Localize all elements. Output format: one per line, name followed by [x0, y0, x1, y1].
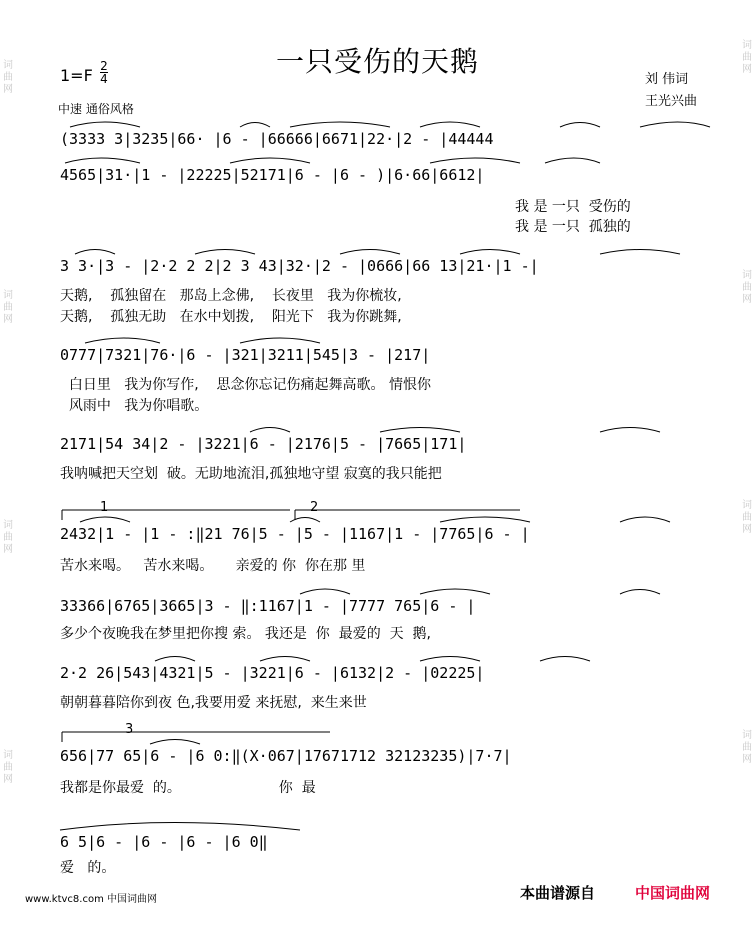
volta-2: 2 — [310, 500, 319, 515]
lyric-line: 天鹅, 孤独留在 那岛上念佛, 长夜里 我为你梳妆, — [60, 288, 402, 304]
footer-website[interactable]: www.ktvc8.com 中国词曲网 — [25, 894, 158, 905]
time-top: 2 — [100, 59, 108, 73]
volta-1: 1 — [100, 500, 109, 515]
watermark-text: 词 曲 网 — [3, 290, 13, 325]
lyric-line: 我呐喊把天空划 破。无助地流泪,孤独地守望 寂寞的我只能把 — [60, 466, 442, 482]
score-line: (3333 3|3235|66· |6 - |66666|6671|22·|2 - |44444 — [60, 130, 494, 148]
footer-source-label: 本曲谱源自 — [520, 884, 596, 902]
time-signature — [100, 60, 108, 85]
watermark-text: 词 曲 网 — [742, 500, 752, 535]
right-watermark — [739, 0, 755, 930]
score-line: 6 5|6 - |6 - |6 - |6 0‖ — [60, 833, 268, 851]
left-watermark — [0, 0, 16, 930]
score-line: 33366|6765|3665|3 - ‖:1167|1 - |7777 765|6 - | — [60, 597, 476, 615]
lyricist: 刘 伟词 — [645, 72, 689, 87]
watermark-text: 词 曲 网 — [3, 60, 13, 95]
watermark-text: 词 曲 网 — [3, 750, 13, 785]
score-line: 2·2 26|543|4321|5 - |3221|6 - |6132|2 - |02225| — [60, 664, 485, 682]
lyric-line: 天鹅, 孤独无助 在水中划拨, 阳光下 我为你跳舞, — [60, 309, 402, 325]
volta-3: 3 — [125, 722, 134, 737]
score-line: 0777|7321|76·|6 - |321|3211|545|3 - |217| — [60, 346, 431, 364]
tempo-marking: 中速 通俗风格 — [58, 102, 134, 116]
score-line: 656|77 65|6 - |6 0:‖(X·067|17671712 32123235)|7·7| — [60, 747, 512, 765]
score-line: 4565|31·|1 - |22225|52171|6 - |6 - )|6·66|6612| — [60, 166, 485, 184]
composer: 王光兴曲 — [645, 94, 698, 109]
lyric-line: 爱 的。 — [60, 860, 116, 876]
song-title: 一只受伤的天鹅 — [275, 45, 479, 78]
footer-source-site[interactable]: 中国词曲网 — [635, 884, 711, 902]
watermark-text: 词 曲 网 — [742, 270, 752, 305]
lyric-line: 白日里 我为你写作, 思念你忘记伤痛起舞高歌。 情恨你 — [60, 377, 431, 393]
time-bottom: 4 — [100, 72, 108, 86]
lyric-line: 我 是 一只 孤独的 — [515, 219, 631, 235]
score-line: 2432|1 - |1 - :‖21 76|5 - |5 - |1167|1 - |7765|6 - | — [60, 525, 530, 543]
key-signature: 1=F — [60, 66, 93, 85]
score-line: 2171|54 34|2 - |3221|6 - |2176|5 - |7665|171| — [60, 435, 467, 453]
watermark-text: 词 曲 网 — [3, 520, 13, 555]
lyric-line: 风雨中 我为你唱歌。 — [60, 398, 209, 414]
score-line: 3 3·|3 - |2·2 2 2|2 3 43|32·|2 - |0666|66 13|21·|1 -| — [60, 257, 539, 275]
watermark-text: 词 曲 网 — [742, 40, 752, 75]
watermark-text: 词 曲 网 — [742, 730, 752, 765]
lyric-line: 苦水来喝。 苦水来喝。 亲爱的 你 你在那 里 — [60, 558, 366, 574]
lyric-line: 朝朝暮暮陪你到夜 色,我要用爱 来抚慰, 来生来世 — [60, 695, 367, 711]
lyric-line: 我都是你最爱 的。 你 最 — [60, 780, 316, 796]
lyric-line: 多少个夜晚我在梦里把你搜 索。 我还是 你 最爱的 天 鹅, — [60, 626, 431, 642]
lyric-line: 我 是 一只 受伤的 — [515, 199, 631, 215]
